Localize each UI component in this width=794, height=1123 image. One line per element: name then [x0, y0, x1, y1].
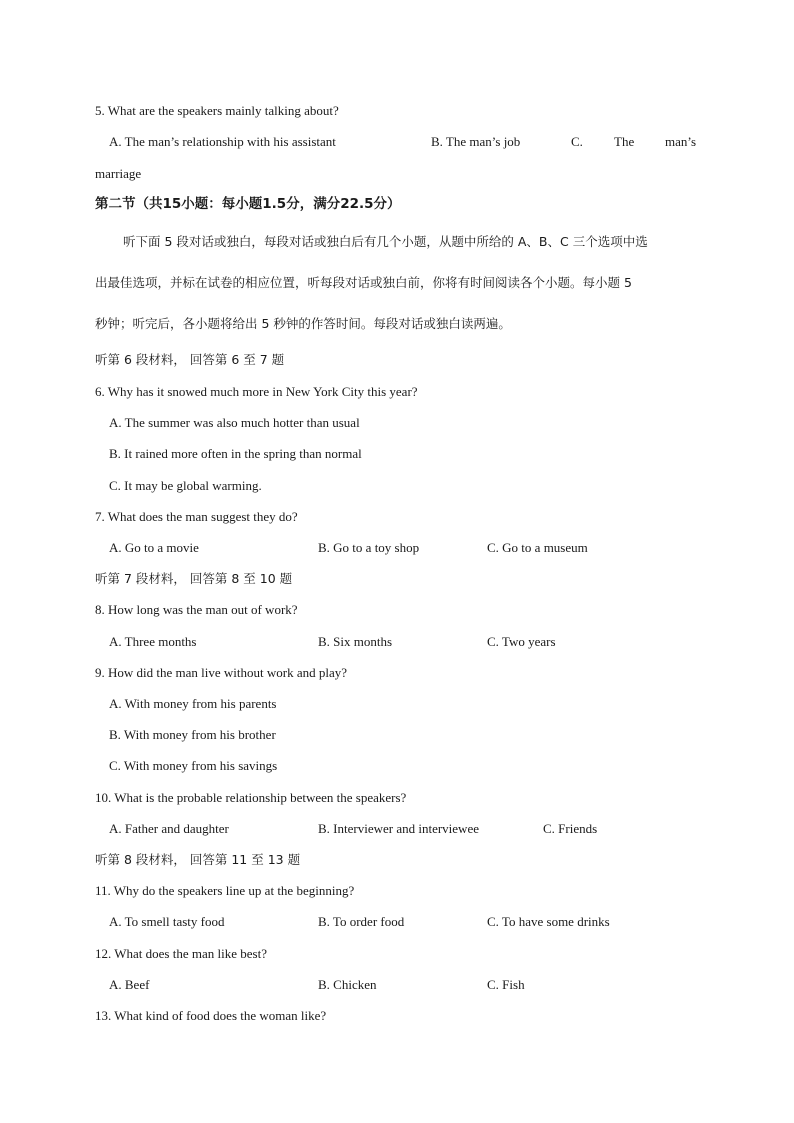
question-10-option-a: A. Father and daughter — [109, 821, 229, 836]
question-7-stem: 7. What does the man suggest they do? — [95, 509, 298, 524]
section-2-instructions-line-3: 秒钟；听完后，各小题将给出 5 秒钟的作答时间。每段对话或独白读两遍。 — [95, 316, 511, 331]
question-12-option-c: C. Fish — [487, 977, 525, 992]
question-9-stem: 9. How did the man live without work and play? — [95, 665, 348, 680]
question-5-option-c-word2: man’s — [665, 134, 697, 149]
question-12-option-a: A. Beef — [109, 977, 150, 992]
question-7-option-c: C. Go to a museum — [487, 540, 588, 555]
question-5-option-c-word3: marriage — [95, 166, 142, 181]
question-9-option-c: C. With money from his savings — [109, 758, 278, 773]
question-8-stem: 8. How long was the man out of work? — [95, 602, 298, 617]
question-10-stem: 10. What is the probable relationship between the speakers? — [95, 790, 407, 805]
question-12-option-b: B. Chicken — [318, 977, 377, 992]
question-10-option-c: C. Friends — [543, 821, 598, 836]
material-6-heading: 听第 6 段材料， 回答第 6 至 7 题 — [95, 352, 285, 367]
question-5-stem: 5. What are the speakers mainly talking about? — [95, 103, 339, 118]
question-9-option-a: A. With money from his parents — [109, 696, 277, 711]
question-6-option-c: C. It may be global warming. — [109, 478, 262, 493]
question-8-option-b: B. Six months — [318, 634, 393, 649]
question-11-option-a: A. To smell tasty food — [109, 914, 225, 929]
question-5-option-c-word1: The — [614, 134, 635, 149]
question-6-option-b: B. It rained more often in the spring than normal — [109, 446, 362, 461]
question-8-option-c: C. Two years — [487, 634, 556, 649]
question-5-option-a: A. The man’s relationship with his assistant — [109, 134, 336, 149]
question-7-option-a: A. Go to a movie — [109, 540, 199, 555]
section-2-instructions-line-1: 听下面 5 段对话或独白，每段对话或独白后有几个小题，从题中所给的 A、B、C 三个选项中选 — [123, 234, 648, 249]
material-7-heading: 听第 7 段材料， 回答第 8 至 10 题 — [95, 571, 293, 586]
question-13-stem: 13. What kind of food does the woman like? — [95, 1008, 327, 1023]
question-12-stem: 12. What does the man like best? — [95, 946, 267, 961]
question-11-stem: 11. Why do the speakers line up at the beginning? — [95, 883, 355, 898]
question-5-option-b: B. The man’s job — [431, 134, 521, 149]
question-7-option-b: B. Go to a toy shop — [318, 540, 420, 555]
question-8-option-a: A. Three months — [109, 634, 197, 649]
question-6-stem: 6. Why has it snowed much more in New York City this year? — [95, 384, 418, 399]
section-2-title: 第二节（共15小题：每小题1.5分，满分22.5分） — [95, 196, 401, 212]
question-5-option-c-label: C. — [571, 134, 583, 149]
question-6-option-a: A. The summer was also much hotter than usual — [109, 415, 360, 430]
question-10-option-b: B. Interviewer and interviewee — [318, 821, 479, 836]
material-8-heading: 听第 8 段材料， 回答第 11 至 13 题 — [95, 852, 301, 867]
question-11-option-b: B. To order food — [318, 914, 405, 929]
question-9-option-b: B. With money from his brother — [109, 727, 276, 742]
question-11-option-c: C. To have some drinks — [487, 914, 610, 929]
section-2-instructions-line-2: 出最佳选项，并标在试卷的相应位置，听每段对话或独白前，你将有时间阅读各个小题。每小题 5 — [95, 275, 632, 290]
